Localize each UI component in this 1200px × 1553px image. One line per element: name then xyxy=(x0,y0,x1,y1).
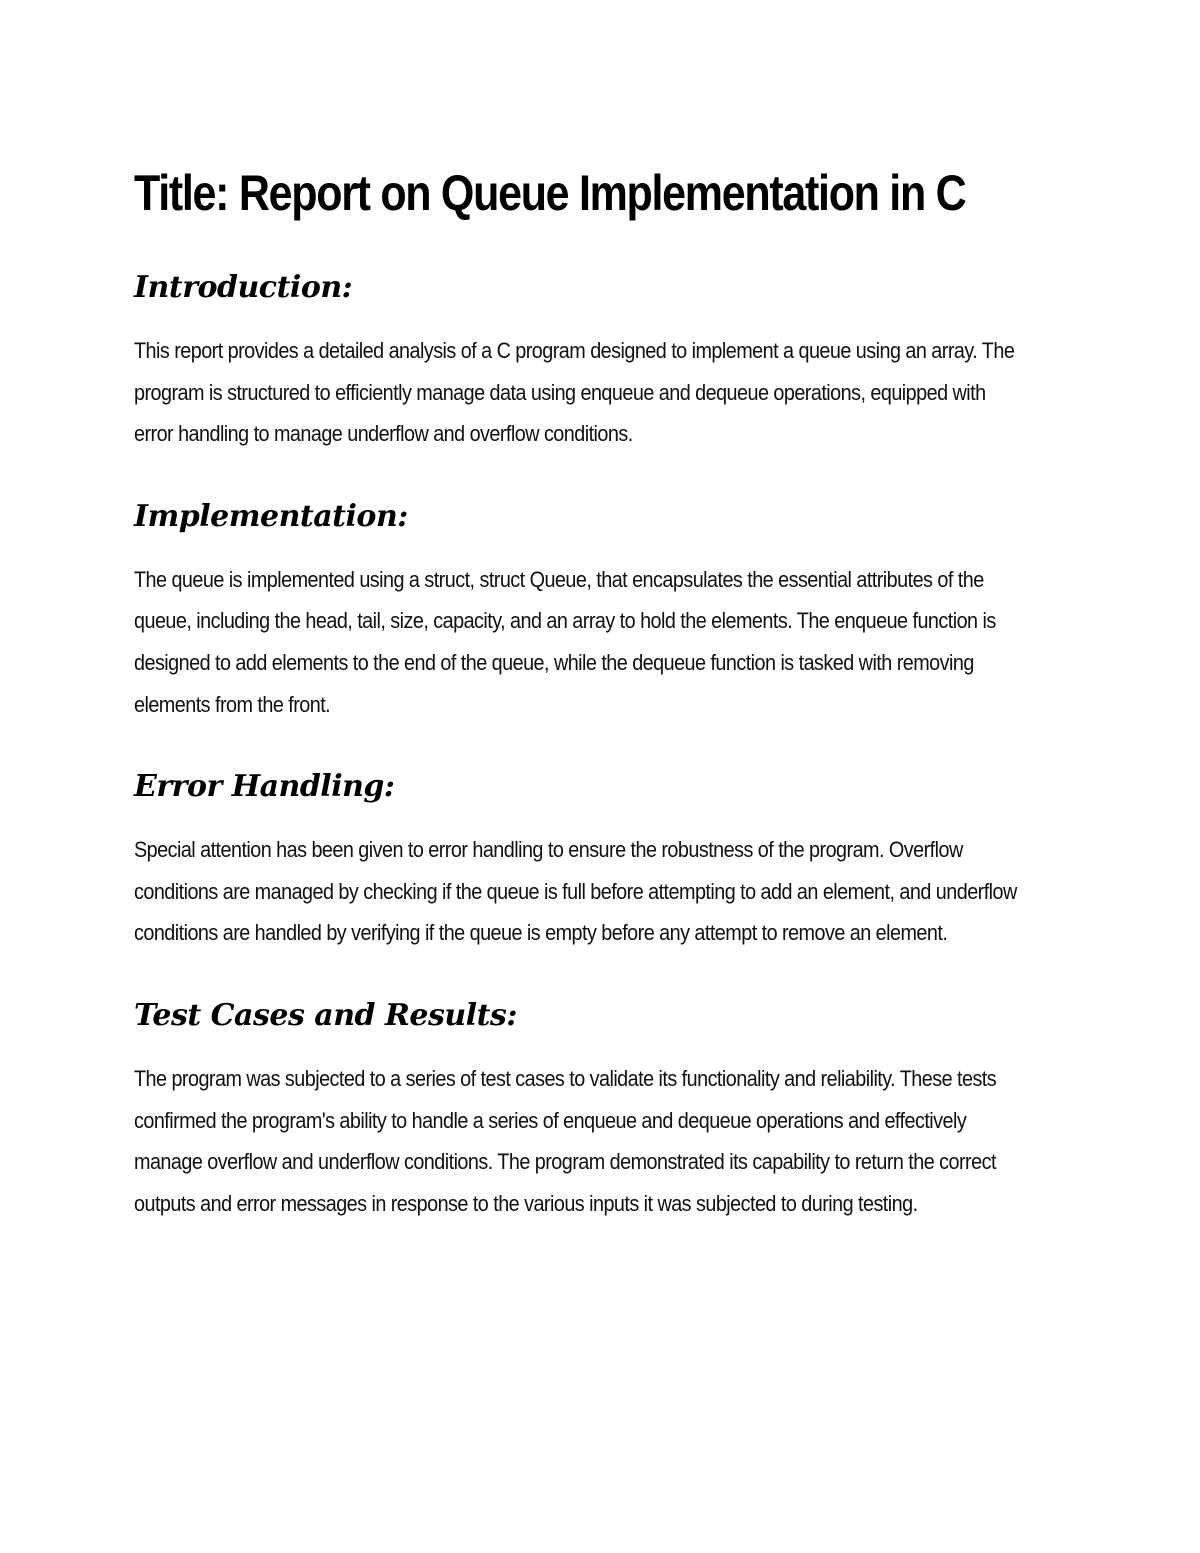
section-heading-introduction: Introduction: xyxy=(134,270,353,305)
section-body-test-cases: The program was subjected to a series of test cases to validate its functionality and reliability. These tests confirmed the program's ability to handle a series of enqueue and dequeue operations and effectively manage overflow and underflow conditions. The program demonstrated its capability to return the correct outputs and error messages in response to the various inputs it was subjected to during testing. xyxy=(134,1065,997,1216)
section-error-handling xyxy=(134,767,1020,954)
section-body-error-handling: Special attention has been given to error handling to ensure the robustness of the program. Overflow conditions are managed by checking if the queue is full before attempting to add an element, and underflow conditions are handled by verifying if the queue is empty before any attempt to remove an element. xyxy=(134,837,1017,946)
section-heading-error-handling: Error Handling: xyxy=(134,769,395,805)
section-body-implementation: The queue is implemented using a struct, struct Queue, that encapsulates the essential attributes of the queue, including the head, tail, size, capacity, and an array to hold the elements. The enqueue function is designed to add elements to the end of the queue, while the dequeue function is tasked with removing elements from the front. xyxy=(134,566,996,717)
section-body-introduction: This report provides a detailed analysis of a C program designed to implement a queue using an array. The program is structured to efficiently manage data using enqueue and dequeue operations, equipped with error handling to manage underflow and overflow conditions. xyxy=(134,338,1015,447)
section-introduction xyxy=(134,268,1020,455)
document-title: Title: Report on Queue Implementation in C xyxy=(134,165,966,221)
section-heading-test-cases: Test Cases and Results: xyxy=(134,997,517,1033)
section-test-cases xyxy=(134,996,1020,1224)
section-heading-implementation: Implementation: xyxy=(134,498,408,534)
section-implementation xyxy=(134,497,1020,725)
